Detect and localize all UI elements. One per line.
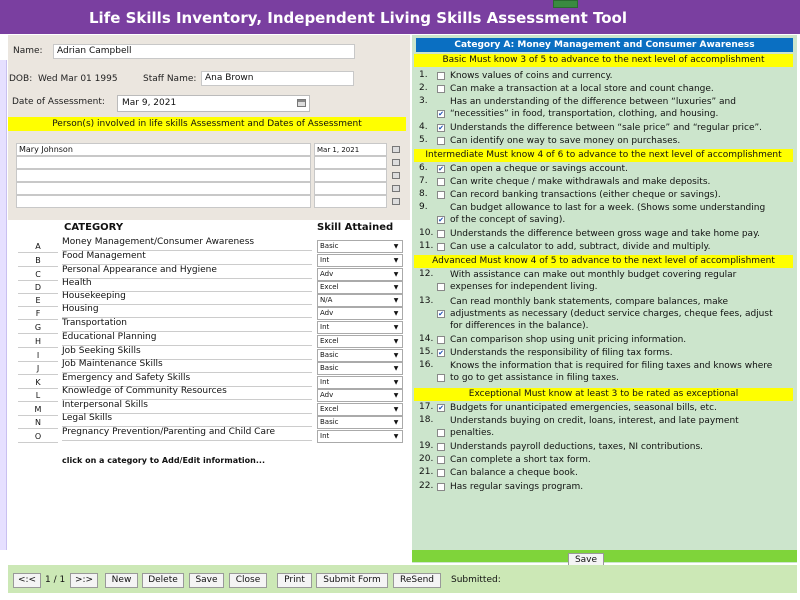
skill-item bbox=[419, 189, 794, 201]
skill-number: 12. bbox=[419, 269, 434, 279]
skill-level-value: N/A bbox=[320, 296, 333, 304]
skill-level-select[interactable] bbox=[317, 240, 403, 253]
skill-level-select[interactable] bbox=[317, 376, 403, 389]
dropdown-arrow-icon[interactable]: ▼ bbox=[393, 271, 399, 278]
skill-checkbox[interactable]: ✔ bbox=[438, 124, 444, 132]
skill-level-value: Adv bbox=[320, 309, 334, 317]
person-row bbox=[16, 182, 406, 195]
skill-item bbox=[419, 467, 794, 479]
person-date-input[interactable]: Mar 1, 2021 bbox=[314, 143, 387, 156]
skill-level-value: Basic bbox=[320, 242, 339, 250]
skill-text bbox=[450, 334, 686, 346]
category-name[interactable]: Pregnancy Prevention/Parenting and Child Care bbox=[62, 427, 312, 441]
skill-number: 19. bbox=[419, 441, 434, 451]
person-date-input[interactable] bbox=[314, 156, 387, 169]
advanced-level-banner: Advanced Must know 4 of 5 to advance to the next level of accomplishment bbox=[414, 255, 793, 268]
skill-number: 22. bbox=[419, 481, 434, 491]
skill-text bbox=[450, 202, 765, 226]
print-button[interactable]: Print bbox=[277, 573, 312, 588]
skill-text bbox=[450, 481, 583, 493]
skill-checkbox[interactable] bbox=[437, 72, 445, 80]
skill-level-select[interactable] bbox=[317, 430, 403, 443]
person-name-input[interactable] bbox=[16, 195, 311, 208]
category-name[interactable]: Job Maintenance Skills bbox=[62, 359, 312, 373]
category-letter: A bbox=[18, 240, 58, 253]
persons-involved-banner: Person(s) involved in life skills Assessment and Dates of Assessment bbox=[8, 117, 406, 131]
dropdown-arrow-icon[interactable]: ▼ bbox=[393, 365, 399, 372]
dropdown-arrow-icon[interactable]: ▼ bbox=[393, 392, 399, 399]
skill-text-line: Knows values of coins and currency. bbox=[450, 71, 613, 81]
skill-text-line: penalties. bbox=[450, 428, 495, 438]
person-date-input[interactable] bbox=[314, 169, 387, 182]
category-name[interactable]: Housing bbox=[62, 304, 312, 318]
person-row bbox=[16, 156, 406, 169]
category-name[interactable]: Knowledge of Community Resources bbox=[62, 386, 312, 400]
person-row bbox=[16, 143, 406, 156]
dob-label: DOB: bbox=[9, 74, 33, 84]
skill-level-value: Basic bbox=[320, 364, 339, 372]
skill-number: 10. bbox=[419, 228, 434, 238]
skill-text bbox=[450, 467, 578, 479]
skill-number: 20. bbox=[419, 454, 434, 464]
category-name[interactable]: Health bbox=[62, 278, 312, 292]
skill-checkbox[interactable]: ✔ bbox=[438, 165, 444, 173]
calendar-icon[interactable] bbox=[297, 99, 306, 107]
skill-text bbox=[450, 83, 714, 95]
skill-item bbox=[419, 269, 794, 293]
skill-level-value: Excel bbox=[320, 405, 339, 413]
skill-item bbox=[419, 402, 794, 414]
calendar-icon[interactable] bbox=[392, 198, 400, 205]
category-name[interactable]: Housekeeping bbox=[62, 291, 312, 305]
skill-text bbox=[450, 454, 591, 466]
skill-level-value: Adv bbox=[320, 391, 334, 399]
skill-number: 5. bbox=[419, 135, 428, 145]
dob-value: Wed Mar 01 1995 bbox=[38, 74, 118, 84]
dropdown-arrow-icon[interactable]: ▼ bbox=[393, 406, 399, 413]
category-letter: I bbox=[18, 349, 58, 362]
skill-item bbox=[419, 296, 794, 332]
skill-number: 7. bbox=[419, 176, 428, 186]
person-date-input[interactable] bbox=[314, 182, 387, 195]
skill-text bbox=[450, 415, 739, 439]
skill-item bbox=[419, 122, 794, 134]
skill-text bbox=[450, 347, 673, 359]
calendar-icon[interactable] bbox=[392, 172, 400, 179]
skill-attained-header: Skill Attained bbox=[317, 222, 394, 233]
category-letter: F bbox=[18, 307, 58, 320]
skill-item bbox=[419, 481, 794, 493]
category-name[interactable]: Transportation bbox=[62, 318, 312, 332]
skill-level-value: Excel bbox=[320, 283, 339, 291]
skill-text-line: Can open a cheque or savings account. bbox=[450, 164, 628, 174]
skill-level-value: Int bbox=[320, 378, 330, 386]
skill-level-select[interactable] bbox=[317, 416, 403, 429]
skill-text-line: adjustments as necessary (deduct service charges, cheque fees, adjust bbox=[450, 309, 773, 319]
category-name[interactable]: Money Management/Consumer Awareness bbox=[62, 237, 312, 251]
person-row bbox=[16, 195, 406, 208]
skill-text bbox=[450, 402, 717, 414]
skill-text bbox=[450, 241, 710, 253]
skill-number: 16. bbox=[419, 360, 434, 370]
skill-item bbox=[419, 176, 794, 188]
skill-level-select[interactable] bbox=[317, 254, 403, 267]
skill-number: 4. bbox=[419, 122, 428, 132]
skill-checkbox[interactable] bbox=[437, 230, 445, 238]
skill-text-line: Understands the responsibility of filing tax forms. bbox=[450, 348, 673, 358]
skill-level-select[interactable] bbox=[317, 349, 403, 362]
skill-text bbox=[450, 296, 773, 332]
skill-item bbox=[419, 96, 794, 120]
skill-level-select[interactable] bbox=[317, 294, 403, 307]
skill-text-line: With assistance can make out monthly budget covering regular bbox=[450, 270, 737, 280]
dropdown-arrow-icon[interactable]: ▼ bbox=[393, 243, 399, 250]
title-bar bbox=[0, 0, 800, 34]
new-button[interactable]: New bbox=[105, 573, 138, 588]
skill-text bbox=[450, 96, 736, 120]
skill-text-line: Can identify one way to save money on purchases. bbox=[450, 136, 681, 146]
delete-button[interactable]: Delete bbox=[142, 573, 184, 588]
dropdown-arrow-icon[interactable]: ▼ bbox=[393, 297, 399, 304]
skill-number: 15. bbox=[419, 347, 434, 357]
skill-level-select[interactable] bbox=[317, 281, 403, 294]
skill-text-line: Understands the difference between gross wage and take home pay. bbox=[450, 229, 760, 239]
skill-text-line: Understands the difference between “sale price” and “regular price”. bbox=[450, 123, 762, 133]
skill-text-line: Can read monthly bank statements, compare balances, make bbox=[450, 297, 729, 307]
skill-text bbox=[450, 228, 760, 240]
category-row[interactable] bbox=[18, 427, 406, 443]
category-letter: D bbox=[18, 281, 58, 294]
skill-checkbox[interactable] bbox=[437, 469, 445, 477]
skill-number: 9. bbox=[419, 202, 428, 212]
skill-item bbox=[419, 135, 794, 147]
skill-level-value: Adv bbox=[320, 270, 334, 278]
skill-checkbox[interactable]: ✔ bbox=[438, 404, 444, 412]
skill-text-line: expenses for independent living. bbox=[450, 282, 598, 292]
skill-text bbox=[450, 163, 628, 175]
skill-item bbox=[419, 360, 794, 384]
category-letter: O bbox=[18, 430, 58, 443]
skill-text-line: Can budget allowance to last for a week. (Shows some understanding bbox=[450, 203, 766, 213]
date-of-assessment-label: Date of Assessment: bbox=[12, 97, 105, 107]
staff-name-input[interactable]: Ana Brown bbox=[201, 71, 354, 86]
skill-text-line: Can record banking transactions (either cheque or savings). bbox=[450, 190, 721, 200]
skill-text-line: Budgets for unanticipated emergencies, seasonal bills, etc. bbox=[450, 403, 717, 413]
person-row bbox=[16, 169, 406, 182]
date-of-assessment-input[interactable]: Mar 9, 2021 bbox=[117, 95, 310, 112]
category-letter: C bbox=[18, 268, 58, 281]
skill-level-value: Int bbox=[320, 256, 330, 264]
skill-item bbox=[419, 347, 794, 359]
skill-item bbox=[419, 202, 794, 226]
next-record-button[interactable]: >:> bbox=[70, 573, 98, 588]
category-letter: G bbox=[18, 321, 58, 334]
skill-text bbox=[450, 176, 710, 188]
skill-number: 21. bbox=[419, 467, 434, 477]
left-edge-strip bbox=[0, 60, 7, 550]
category-letter: N bbox=[18, 416, 58, 429]
skill-number: 8. bbox=[419, 189, 428, 199]
category-name[interactable]: Job Seeking Skills bbox=[62, 346, 312, 360]
category-header: CATEGORY bbox=[64, 222, 124, 233]
dropdown-arrow-icon[interactable]: ▼ bbox=[393, 433, 399, 440]
skill-level-select[interactable] bbox=[317, 268, 403, 281]
name-label: Name: bbox=[13, 46, 43, 56]
skill-item bbox=[419, 228, 794, 240]
skill-item bbox=[419, 83, 794, 95]
skill-checkbox[interactable] bbox=[437, 336, 445, 344]
skill-checkbox[interactable] bbox=[437, 483, 445, 491]
skill-number: 6. bbox=[419, 163, 428, 173]
skill-text bbox=[450, 135, 680, 147]
dropdown-arrow-icon[interactable]: ▼ bbox=[393, 338, 399, 345]
calendar-icon[interactable] bbox=[392, 185, 400, 192]
window-control-icon[interactable] bbox=[553, 0, 578, 8]
dropdown-arrow-icon[interactable]: ▼ bbox=[393, 257, 399, 264]
skill-checkbox[interactable] bbox=[437, 456, 445, 464]
skill-item bbox=[419, 163, 794, 175]
skill-text-line: of the concept of saving). bbox=[450, 215, 566, 225]
skill-text-line: Can comparison shop using unit pricing information. bbox=[450, 335, 687, 345]
skill-item bbox=[419, 334, 794, 346]
skill-text-line: Has regular savings program. bbox=[450, 482, 584, 492]
dropdown-arrow-icon[interactable]: ▼ bbox=[393, 284, 399, 291]
skill-checkbox[interactable] bbox=[437, 85, 445, 93]
person-date-input[interactable] bbox=[314, 195, 387, 208]
skill-checkbox[interactable]: ✔ bbox=[438, 310, 444, 318]
dropdown-arrow-icon[interactable]: ▼ bbox=[393, 419, 399, 426]
skill-text-line: to go to get assistance in filing taxes. bbox=[450, 373, 619, 383]
skill-level-select[interactable] bbox=[317, 403, 403, 416]
category-letter: L bbox=[18, 389, 58, 402]
category-letter: E bbox=[18, 294, 58, 307]
category-name[interactable]: Legal Skills bbox=[62, 413, 312, 427]
skill-text bbox=[450, 441, 703, 453]
skill-level-value: Basic bbox=[320, 418, 339, 426]
skill-text-line: Has an understanding of the difference between “luxuries” and bbox=[450, 97, 736, 107]
skill-item bbox=[419, 415, 794, 439]
skill-level-value: Int bbox=[320, 432, 330, 440]
save-button[interactable]: Save bbox=[189, 573, 224, 588]
skill-text-line: Can write cheque / make withdrawals and make deposits. bbox=[450, 177, 711, 187]
category-letter: H bbox=[18, 335, 58, 348]
category-letter: M bbox=[18, 403, 58, 416]
calendar-icon[interactable] bbox=[392, 159, 400, 166]
basic-level-banner: Basic Must know 3 of 5 to advance to the next level of accomplishment bbox=[414, 54, 793, 67]
skill-text bbox=[450, 122, 762, 134]
skill-checkbox[interactable] bbox=[437, 191, 445, 199]
skill-level-select[interactable] bbox=[317, 362, 403, 375]
intermediate-level-banner: Intermediate Must know 4 of 6 to advance to the next level of accomplishment bbox=[414, 149, 793, 162]
skill-level-value: Excel bbox=[320, 337, 339, 345]
skill-level-select[interactable] bbox=[317, 389, 403, 402]
skill-number: 2. bbox=[419, 83, 428, 93]
skill-checkbox[interactable] bbox=[437, 178, 445, 186]
skill-number: 1. bbox=[419, 70, 428, 80]
skill-checkbox[interactable]: ✔ bbox=[438, 110, 444, 118]
skill-checkbox[interactable]: ✔ bbox=[438, 349, 444, 357]
app-title: Life Skills Inventory, Independent Living Skills Assessment Tool bbox=[89, 9, 627, 27]
skill-number: 13. bbox=[419, 296, 434, 306]
skill-text-line: Understands buying on credit, loans, interest, and late payment bbox=[450, 416, 739, 426]
skill-number: 11. bbox=[419, 241, 434, 251]
skill-text-line: Can make a transaction at a local store and count change. bbox=[450, 84, 714, 94]
category-name[interactable]: Personal Appearance and Hygiene bbox=[62, 265, 312, 279]
category-name[interactable]: Food Management bbox=[62, 251, 312, 265]
skill-number: 18. bbox=[419, 415, 434, 425]
close-button[interactable]: Close bbox=[229, 573, 267, 588]
staff-name-label: Staff Name: bbox=[143, 74, 197, 84]
skill-item bbox=[419, 70, 794, 82]
skill-checkbox[interactable] bbox=[437, 243, 445, 251]
skill-item bbox=[419, 241, 794, 253]
category-letter: B bbox=[18, 254, 58, 267]
category-name[interactable]: Emergency and Safety Skills bbox=[62, 373, 312, 387]
skill-checkbox[interactable] bbox=[437, 283, 445, 291]
skill-checkbox[interactable] bbox=[437, 429, 445, 437]
submitted-label: Submitted: bbox=[451, 575, 501, 585]
skill-text-line: Can use a calculator to add, subtract, divide and multiply. bbox=[450, 242, 711, 252]
page-indicator: 1 / 1 bbox=[45, 575, 66, 585]
skill-text bbox=[450, 189, 721, 201]
calendar-icon[interactable] bbox=[392, 146, 400, 153]
person-name-input[interactable] bbox=[16, 182, 311, 195]
skill-text bbox=[450, 360, 772, 384]
skill-checkbox[interactable] bbox=[437, 443, 445, 451]
skill-level-select[interactable] bbox=[317, 335, 403, 348]
skill-text-line: for differences in the balance). bbox=[450, 321, 589, 331]
click-category-hint: click on a category to Add/Edit information... bbox=[62, 456, 265, 465]
skill-number: 14. bbox=[419, 334, 434, 344]
name-input[interactable]: Adrian Campbell bbox=[53, 44, 355, 59]
skill-number: 3. bbox=[419, 96, 428, 106]
submit-form-button[interactable]: Submit Form bbox=[316, 573, 388, 588]
skill-item bbox=[419, 454, 794, 466]
skill-level-select[interactable] bbox=[317, 307, 403, 320]
skill-text-line: Can balance a cheque book. bbox=[450, 468, 578, 478]
exceptional-level-banner: Exceptional Must know at least 3 to be rated as exceptional bbox=[414, 388, 793, 401]
skill-text-line: Understands payroll deductions, taxes, NI contributions. bbox=[450, 442, 704, 452]
dropdown-arrow-icon[interactable]: ▼ bbox=[393, 310, 399, 317]
category-name[interactable]: Interpersonal Skills bbox=[62, 400, 312, 414]
skill-level-value: Int bbox=[320, 323, 330, 331]
category-detail-header: Category A: Money Management and Consumer Awareness bbox=[416, 38, 793, 52]
category-letter: J bbox=[18, 362, 58, 375]
category-letter: K bbox=[18, 376, 58, 389]
person-name-input[interactable]: Mary Johnson bbox=[16, 143, 311, 156]
skill-level-value: Basic bbox=[320, 351, 339, 359]
skill-checkbox[interactable]: ✔ bbox=[438, 216, 444, 224]
skill-checkbox[interactable] bbox=[437, 137, 445, 145]
skill-text bbox=[450, 269, 736, 293]
category-name[interactable]: Educational Planning bbox=[62, 332, 312, 346]
skill-text-line: Can complete a short tax form. bbox=[450, 455, 591, 465]
skill-checkbox[interactable] bbox=[437, 374, 445, 382]
person-name-input[interactable] bbox=[16, 156, 311, 169]
prev-record-button[interactable]: <:< bbox=[13, 573, 41, 588]
person-name-input[interactable] bbox=[16, 169, 311, 182]
dropdown-arrow-icon[interactable]: ▼ bbox=[393, 352, 399, 359]
skill-item bbox=[419, 441, 794, 453]
dropdown-arrow-icon[interactable]: ▼ bbox=[393, 324, 399, 331]
skill-text bbox=[450, 70, 612, 82]
skill-text-line: “necessities” in food, transportation, clothing, and housing. bbox=[450, 109, 719, 119]
detail-save-button[interactable]: Save bbox=[568, 553, 604, 567]
skill-number: 17. bbox=[419, 402, 434, 412]
skill-text-line: Knows the information that is required for filing taxes and knows where bbox=[450, 361, 773, 371]
dropdown-arrow-icon[interactable]: ▼ bbox=[393, 379, 399, 386]
resend-button[interactable]: ReSend bbox=[393, 573, 441, 588]
skill-level-select[interactable] bbox=[317, 321, 403, 334]
detail-footer-bar bbox=[412, 550, 797, 562]
